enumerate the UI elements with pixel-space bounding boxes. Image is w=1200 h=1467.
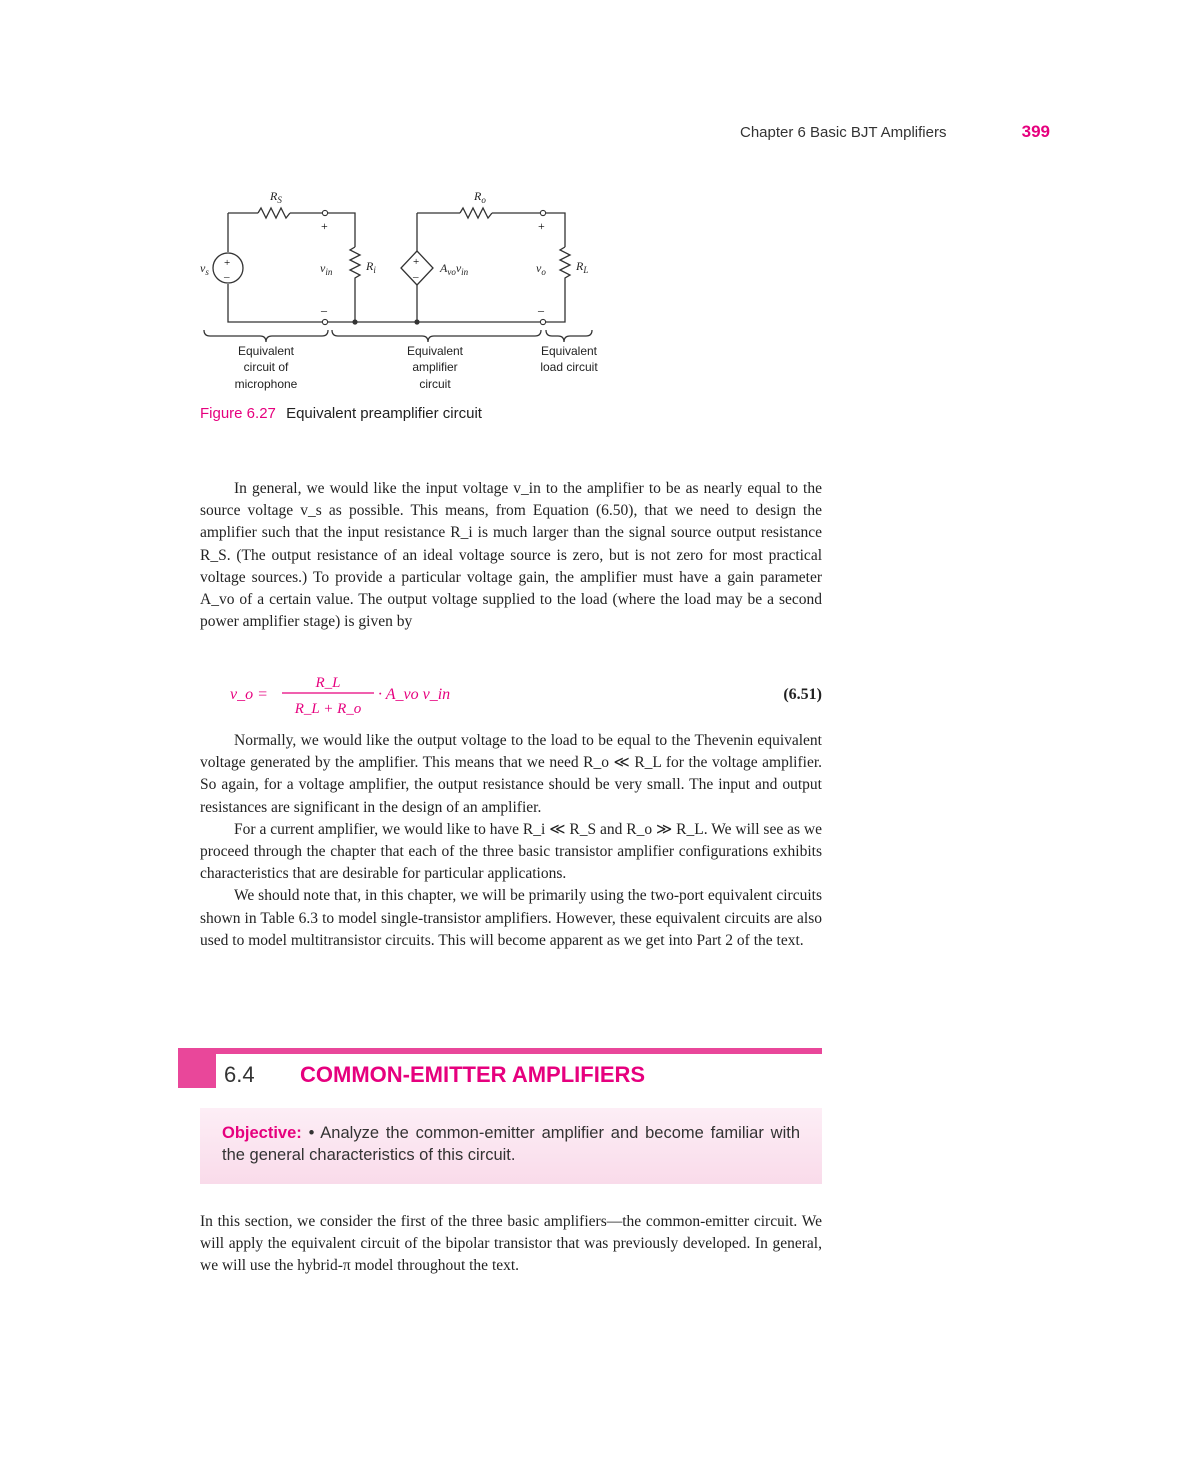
input-minus: – bbox=[321, 303, 327, 317]
junction-node bbox=[352, 319, 357, 324]
label-vin: $v_{in}$ bbox=[320, 261, 333, 277]
group-amplifier-line2: amplifier bbox=[412, 360, 458, 374]
svg-text:R_L: R_L bbox=[315, 675, 341, 691]
section-title: COMMON-EMITTER AMPLIFIERS bbox=[300, 1062, 646, 1087]
objective-label: Objective: bbox=[222, 1124, 302, 1142]
input-plus: + bbox=[321, 219, 328, 233]
group-load-line2: load circuit bbox=[540, 360, 598, 374]
running-header bbox=[740, 122, 1050, 146]
output-minus: – bbox=[538, 303, 544, 317]
paragraph-current-amplifier: For a current amplifier, we would like to have R_i ≪ R_S and R_o ≫ R_L. We will see as we proceed through the chapter that each of the three basic transistor amplifier configurations exhibits characteristics that are desirable for particular applications. bbox=[200, 820, 822, 883]
group-microphone-line1: Equivalent bbox=[237, 344, 295, 358]
paragraph-output-voltage: Normally, we would like the output voltage to the load to be equal to the Thevenin equivalent voltage generated by the amplifier. This means that we need R_o ≪ R_L for the voltage amplifier. So again, for a voltage amplifier, the output resistance should be very small. The input and output resistances are significant in the design of an amplifier. bbox=[200, 732, 822, 816]
paragraph-two-port: We should note that, in this chapter, we will be primarily using the two-port equivalent circuits shown in Table 6.3 to model single-transistor amplifiers. However, these equivalent circuits are also used to model multitransistor circuits. This will become apparent as we get into Part 2 of the text. bbox=[200, 887, 822, 949]
section-divider bbox=[178, 1048, 822, 1054]
dep-source-plus: + bbox=[413, 256, 420, 268]
junction-node bbox=[414, 319, 419, 324]
output-plus: + bbox=[538, 219, 545, 233]
svg-text:v_o =: v_o = bbox=[230, 686, 268, 703]
equation-6-51 bbox=[200, 668, 822, 720]
group-microphone-line2: circuit of bbox=[243, 360, 289, 374]
svg-text:R_L + R_o: R_L + R_o bbox=[294, 701, 362, 717]
source-minus: – bbox=[224, 271, 230, 283]
body-block-2 bbox=[200, 730, 822, 952]
paragraph-input-voltage: In general, we would like the input voltage v_in to the amplifier to be as nearly equal to the source voltage v_s as possible. This means, from Equation (6.50), that we need to design the amplifier such that the input resistance R_i is much larger than the signal source output resistance R_S. (The output resistance of an ideal voltage source is zero, but is not zero for most practical voltage sources.) To provide a particular voltage gain, the amplifier must have a gain parameter A_vo of a certain value. The output voltage supplied to the load (where the load may be a second power amplifier stage) is given by bbox=[200, 480, 822, 631]
page-number: 399 bbox=[1021, 122, 1050, 141]
label-vo: $v_o$ bbox=[536, 261, 546, 277]
input-terminal-bottom bbox=[322, 319, 327, 324]
section-number: 6.4 bbox=[224, 1062, 255, 1087]
group-load-line1: Equivalent bbox=[540, 344, 598, 358]
group-amplifier-line1: Equivalent bbox=[406, 344, 464, 358]
objective-content: • Analyze the common-emitter amplifier and become familiar with the general characteristics of this circuit. bbox=[222, 1124, 800, 1164]
source-plus: + bbox=[224, 257, 231, 269]
label-avo-vin: $A_{vo}v_{in}$ bbox=[440, 261, 469, 277]
label-rs: $R_S$ bbox=[270, 189, 282, 205]
body-block-3 bbox=[200, 1211, 822, 1278]
group-amplifier-line3: circuit bbox=[419, 377, 451, 391]
group-microphone-line3: microphone bbox=[234, 377, 298, 391]
objective-box bbox=[200, 1108, 822, 1184]
equation-number: (6.51) bbox=[783, 686, 822, 703]
figure-number: Figure 6.27 bbox=[200, 405, 276, 422]
label-ri: $R_i$ bbox=[366, 259, 376, 275]
figure-caption bbox=[200, 405, 482, 422]
svg-text:· A_vo v_in: · A_vo v_in bbox=[378, 686, 450, 703]
output-terminal-top bbox=[540, 210, 545, 215]
label-vs: $v_s$ bbox=[200, 261, 209, 277]
label-rl: $R_L$ bbox=[576, 259, 589, 275]
input-terminal-top bbox=[322, 210, 327, 215]
paragraph-section-intro: In this section, we consider the first of the three basic amplifiers—the common-emitter circuit. We will apply the equivalent circuit of the bipolar transistor that was previously developed. In general, we will use the hybrid-π model throughout the text. bbox=[200, 1213, 822, 1275]
dep-source-minus: – bbox=[413, 271, 419, 283]
equation-formula bbox=[230, 668, 450, 720]
section-icon bbox=[178, 1054, 216, 1088]
figure-caption-text: Equivalent preamplifier circuit bbox=[286, 405, 482, 422]
label-ro: $R_o$ bbox=[474, 189, 486, 205]
chapter-title: Chapter 6 Basic BJT Amplifiers bbox=[740, 124, 947, 141]
preamplifier-circuit-diagram bbox=[190, 180, 620, 400]
objective-text bbox=[222, 1122, 800, 1166]
body-block-1 bbox=[200, 478, 822, 633]
output-terminal-bottom bbox=[540, 319, 545, 324]
